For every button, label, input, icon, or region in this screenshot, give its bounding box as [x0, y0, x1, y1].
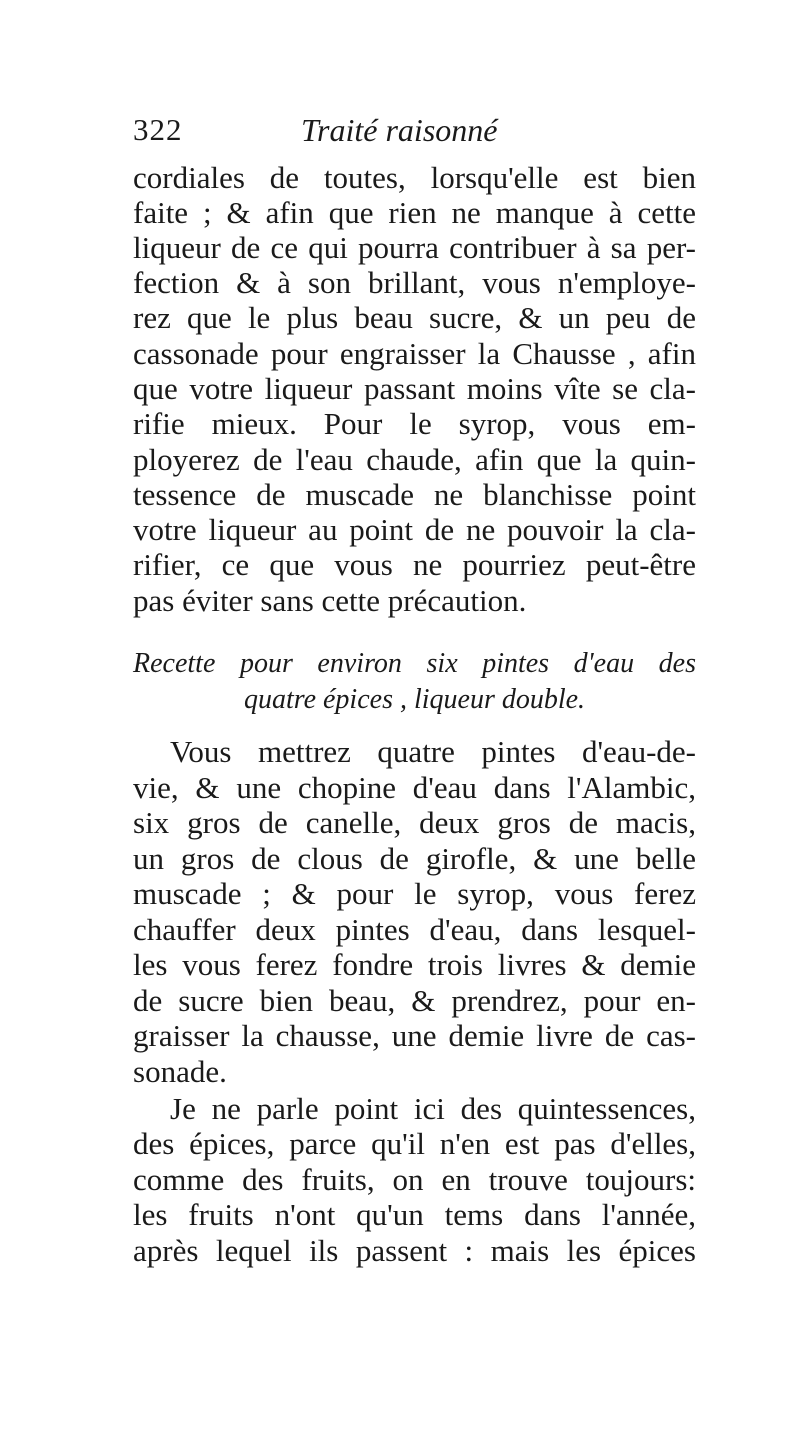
text-line: après lequel ils passent : mais les épices: [133, 1233, 696, 1268]
page-number: 322: [133, 112, 183, 147]
text-line: les fruits n'ont qu'un tems dans l'année,: [133, 1197, 696, 1232]
text-line: muscade ; & pour le syrop, vous ferez: [133, 876, 696, 911]
text-line: que votre liqueur passant moins vîte se cla-: [133, 371, 696, 406]
text-line: les vous ferez fondre trois livres & demie: [133, 947, 696, 982]
text-line: des épices, parce qu'il n'en est pas d'elles,: [133, 1126, 696, 1161]
text-line: vie, & une chopine d'eau dans l'Alambic,: [133, 770, 696, 805]
text-line: votre liqueur au point de ne pouvoir la cla-: [133, 512, 696, 547]
text-line: graisser la chausse, une demie livre de cas-: [133, 1018, 696, 1053]
text-line: de sucre bien beau, & prendrez, pour en-: [133, 983, 696, 1018]
text-line: rifie mieux. Pour le syrop, vous em-: [133, 406, 696, 441]
text-line: fection & à son brillant, vous n'employe-: [133, 265, 696, 300]
text-line: faite ; & afin que rien ne manque à cette: [133, 195, 696, 230]
text-line: rifier, ce que vous ne pourriez peut-être: [133, 547, 696, 582]
text-line: sonade.: [133, 1054, 227, 1089]
page-header: [133, 112, 693, 160]
text-line: six gros de canelle, deux gros de macis,: [133, 805, 696, 840]
text-line: Je ne parle point ici des quintessences,: [170, 1091, 696, 1126]
text-line: un gros de clous de girofle, & une belle: [133, 841, 696, 876]
text-line: cassonade pour engraisser la Chausse , afin: [133, 336, 696, 371]
heading-line: quatre épices , liqueur double.: [243, 684, 586, 715]
text-line: chauffer deux pintes d'eau, dans lesquel-: [133, 912, 696, 947]
text-line: ployerez de l'eau chaude, afin que la quin-: [133, 442, 696, 477]
text-line: comme des fruits, on en trouve toujours:: [133, 1162, 696, 1197]
text-line: pas éviter sans cette précaution.: [133, 583, 527, 618]
text-line: Vous mettrez quatre pintes d'eau-de-: [170, 734, 696, 769]
text-line: tessence de muscade ne blanchisse point: [133, 477, 696, 512]
heading-line: Recette pour environ six pintes d'eau des: [133, 648, 696, 679]
text-line: liqueur de ce qui pourra contribuer à sa per-: [133, 230, 696, 265]
text-line: rez que le plus beau sucre, & un peu de: [133, 300, 696, 335]
text-line: cordiales de toutes, lorsqu'elle est bien: [133, 160, 696, 195]
running-title: Traité raisonné: [301, 112, 498, 148]
